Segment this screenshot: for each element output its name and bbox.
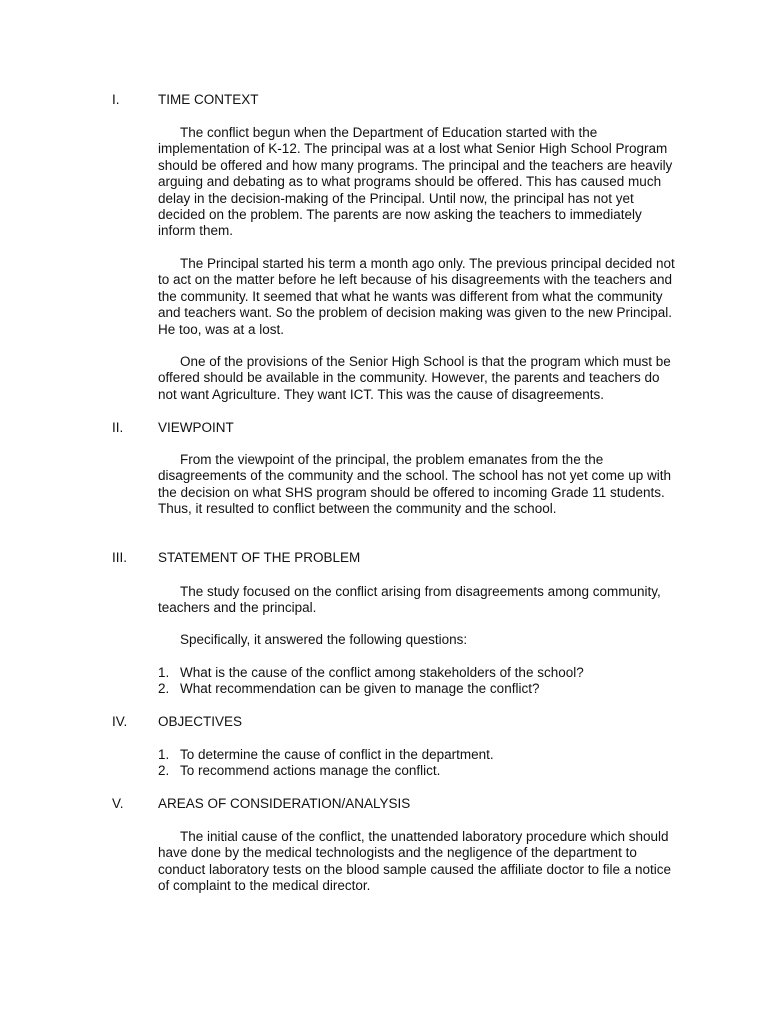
- list-item-number: 1.: [158, 747, 170, 762]
- questions-list: [158, 665, 678, 698]
- paragraph: The initial cause of the conflict, the unattended laboratory procedure which should have done by the medical technologists and the negligence of the department to conduct laboratory tests on the blood sample caused the affiliate doctor to file a notice of complaint to the medical director.: [158, 829, 672, 894]
- list-item-number: 2.: [158, 763, 170, 779]
- section-title: STATEMENT OF THE PROBLEM: [158, 550, 361, 565]
- list-item: [158, 681, 678, 697]
- list-item-text: What is the cause of the conflict among stakeholders of the school?: [180, 665, 584, 680]
- paragraph: The Principal started his term a month ago only. The previous principal decided not to act on the matter before he left because of his disagreements with the teachers and the community. It seemed that what he wants was different from what the community and teachers want. So the problem of decision making was given to the new Principal. He too, was at a lost.: [158, 256, 675, 337]
- list-item: [158, 747, 678, 763]
- section-title: AREAS OF CONSIDERATION/ANALYSIS: [158, 796, 411, 811]
- list-item-number: 2.: [158, 681, 170, 697]
- paragraph: The study focused on the conflict arising from disagreements among community, teachers and the principal.: [158, 584, 661, 616]
- section-heading-areas-of-consideration: [112, 796, 672, 813]
- section-heading-viewpoint: [112, 420, 672, 437]
- list-item-text: What recommendation can be given to manage the conflict?: [180, 681, 540, 697]
- paragraph: From the viewpoint of the principal, the problem emanates from the the disagreements of the community and the school. The school has not yet come up with the decision on what SHS program should be offered to incoming Grade 11 students. Thus, it resulted to conflict between the community and the school.: [158, 452, 672, 517]
- section-heading-time-context: [112, 92, 672, 109]
- section-number: IV.: [112, 714, 128, 729]
- section-title: OBJECTIVES: [158, 714, 243, 729]
- section-number: V.: [112, 796, 124, 811]
- section-heading-objectives: [112, 714, 672, 731]
- section-title: VIEWPOINT: [158, 420, 234, 435]
- section-number: III.: [112, 550, 128, 565]
- paragraph: One of the provisions of the Senior High School is that the program which must be offered should be available in the community. However, the parents and teachers do not want Agriculture. They want ICT. This was the cause of disagreements.: [158, 354, 671, 402]
- section-title: TIME CONTEXT: [158, 92, 259, 107]
- list-item-number: 1.: [158, 665, 170, 680]
- paragraph: Specifically, it answered the following questions:: [180, 632, 468, 647]
- section-heading-statement-of-problem: [112, 550, 672, 567]
- paragraph: The conflict begun when the Department of Education started with the implementation of K-12. The principal was at a lost what Senior High School Program should be offered and how many programs. The principal and the teachers are heavily arguing and debating as to what programs should be offered. This has caused much delay in the decision-making of the Principal. Until now, the principal has not yet decided on the problem. The parents are now asking the teachers to immediately inform them.: [158, 125, 673, 239]
- section-number: II.: [112, 420, 124, 435]
- objectives-list: [158, 747, 678, 780]
- list-item: [158, 665, 678, 681]
- list-item-text: To determine the cause of conflict in the department.: [180, 747, 494, 762]
- list-item-text: To recommend actions manage the conflict.: [180, 763, 441, 779]
- section-number: I.: [112, 92, 120, 107]
- list-item: [158, 763, 678, 779]
